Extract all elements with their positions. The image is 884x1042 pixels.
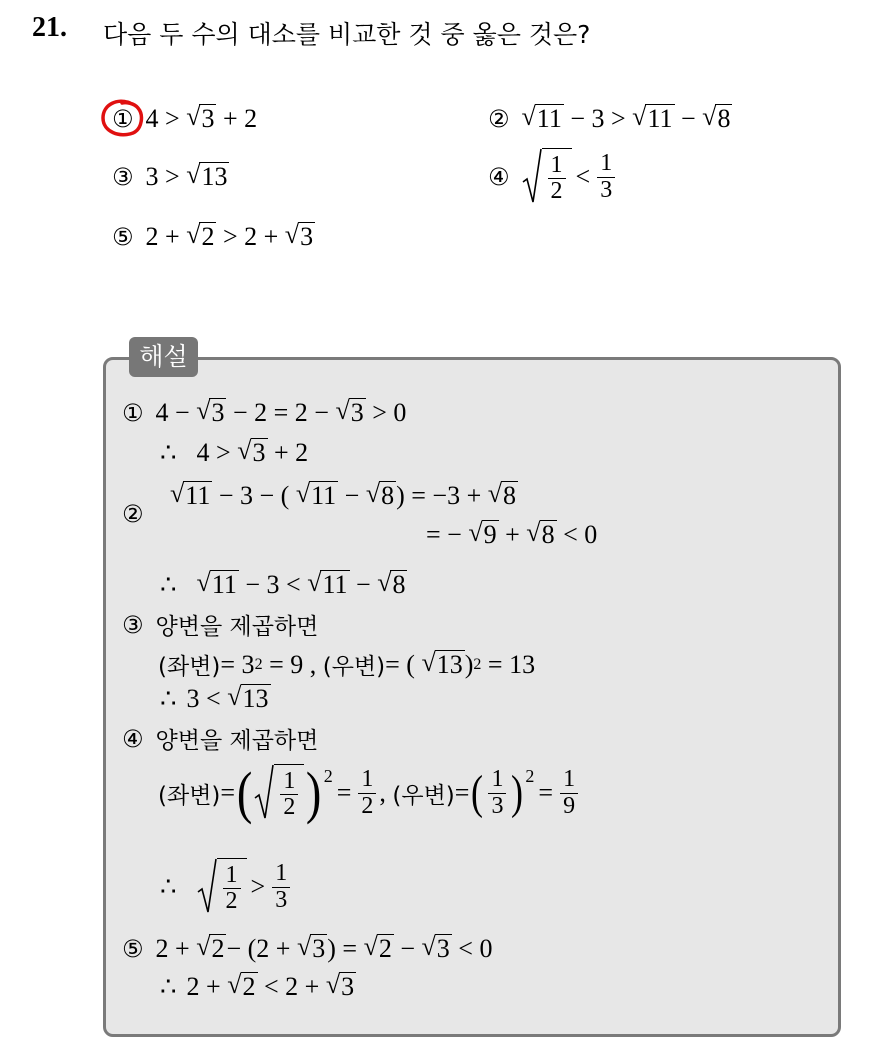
option-number: ① [112, 105, 134, 133]
solution-2-line-1: √ 11 − 3 − ( √ 11 − √ 8 ) = −3 + √ 8 [170, 479, 517, 511]
option-text: 3 > [145, 162, 180, 191]
solution-5-line-1: ⑤ 2 + √ 2 − (2 + √ 3 ) = √ 2 − √ 3 < 0 [122, 932, 493, 964]
solution-3-line-2: (좌변) = 3 2 = 9 , (우변) = ( √ 13 ) 2 = 13 [158, 647, 536, 680]
option-text: > 2 + [222, 222, 279, 251]
solution-2-line-2: = − √ 9 + √ 8 < 0 [426, 518, 598, 550]
sqrt: √ 11 [521, 102, 562, 134]
solution-2-line-3: ∴ √ 11 − 3 < √ 11 − √ 8 [160, 568, 406, 600]
option-number: ③ [112, 163, 134, 191]
therefore-symbol: ∴ [160, 872, 177, 901]
option-number: ④ [488, 163, 510, 191]
solution-1-line-1: ① 4 − √ 3 − 2 = 2 − √ 3 > 0 [122, 396, 407, 428]
solution-4-line-2: (좌변) = ( $\frac{1}{2}$ ) 2 = $\frac{1}{2}$ , (우변) = ( $\frac{1}{3}$ ) 2 = $\frac{1}{9}$ [158, 764, 581, 822]
option-number: ⑤ [112, 223, 134, 251]
question-number: 21. [32, 12, 67, 43]
solution-3-line-1: ③ 양변을 제곱하면 [122, 610, 319, 640]
option-4[interactable]: ④ $\frac{1}{2}$ < $\frac{1}{3}$ [488, 148, 618, 206]
option-number: ② [488, 105, 510, 133]
option-3[interactable] [112, 162, 229, 192]
option-text: 4 > [145, 104, 180, 133]
solution-4-line-1: ④ 양변을 제곱하면 [122, 724, 319, 754]
sqrt: √ 3 [284, 220, 314, 252]
therefore-symbol: ∴ [160, 438, 177, 467]
option-text: + 2 [222, 104, 258, 133]
therefore-symbol: ∴ [160, 570, 177, 599]
sqrt: √ 13 [186, 160, 228, 192]
sqrt: √ 2 [186, 220, 215, 252]
option-2[interactable] [488, 104, 732, 134]
sqrt: √ 11 [632, 102, 673, 134]
therefore-symbol: ∴ [160, 972, 177, 1001]
option-5[interactable] [112, 222, 315, 252]
option-text: − [681, 104, 696, 133]
sqrt: √ 3 [186, 102, 215, 134]
solution-3-line-3: ∴ 3 < √ 13 [160, 682, 269, 714]
solution-5-line-2: ∴ 2 + √ 2 < 2 + √ 3 [160, 970, 355, 1002]
fraction: $\frac{1}{3}$ [597, 151, 615, 202]
question-text: 다음 두 수의 대소를 비교한 것 중 옳은 것은? [103, 20, 591, 49]
sqrt: √ 8 [702, 102, 731, 134]
solution-tab-label: 해설 [129, 337, 198, 377]
solution-2-num: ② [122, 500, 144, 528]
sqrt-big: $\frac{1}{2}$ [522, 148, 572, 206]
therefore-symbol: ∴ [160, 684, 177, 713]
solution-1-line-2: ∴ 4 > √ 3 + 2 [160, 436, 309, 468]
option-text: − 3 > [570, 104, 626, 133]
solution-4-line-3: ∴ $\frac{1}{2}$ > $\frac{1}{3}$ [160, 858, 293, 916]
option-text: 2 + [145, 222, 180, 251]
option-1[interactable] [112, 104, 257, 134]
